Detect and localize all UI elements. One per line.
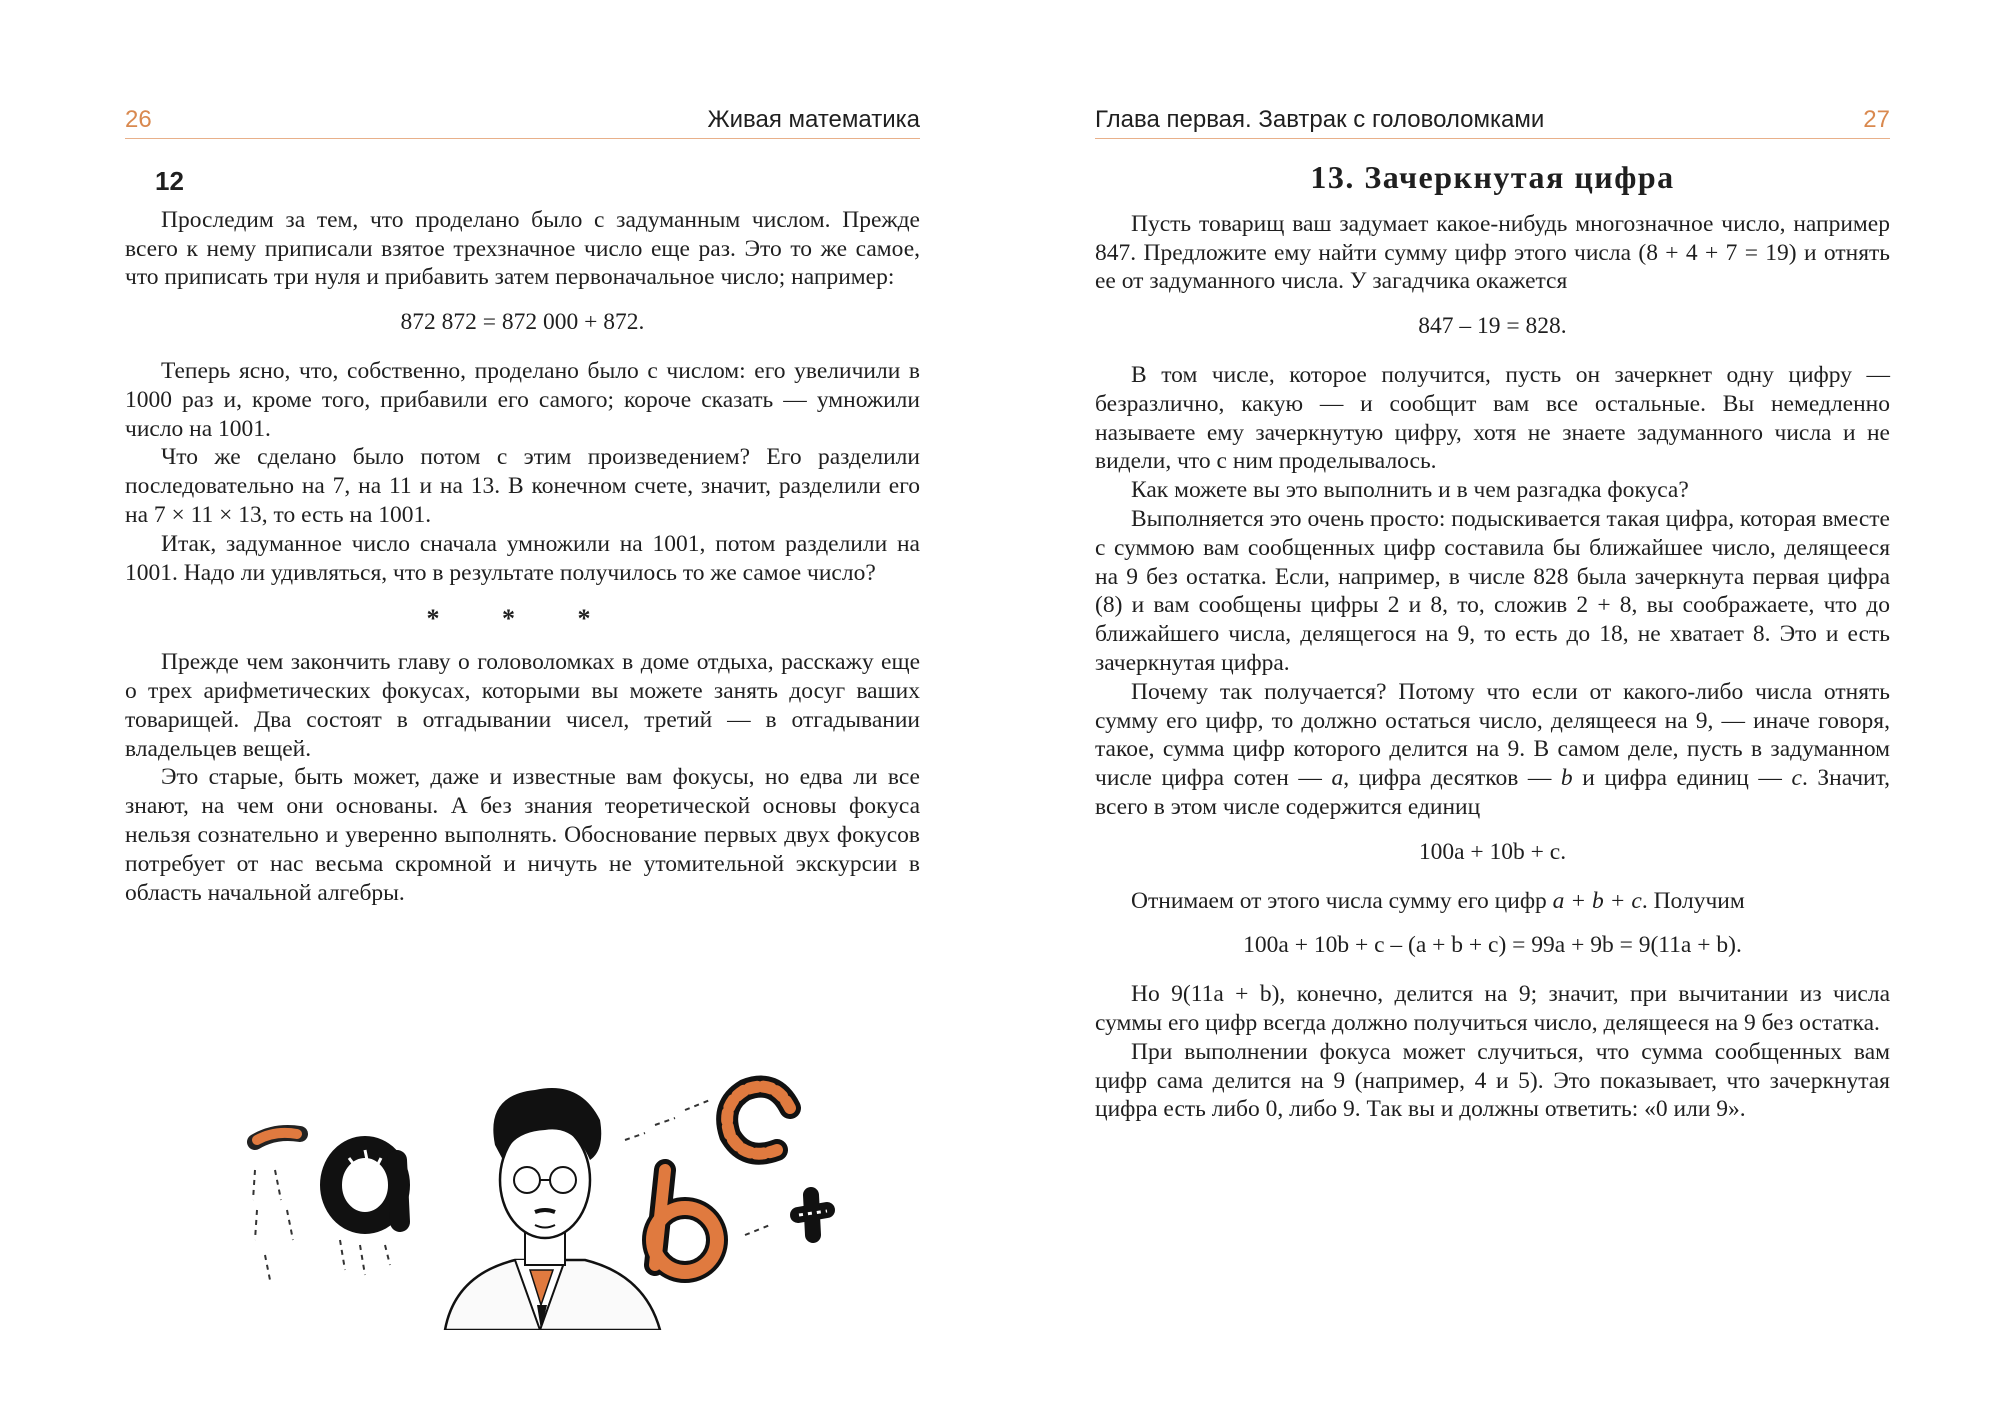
formula: 100a + 10b + c. bbox=[1418, 838, 1567, 865]
paragraph: Прежде чем закончить главу о головоломках в доме отдыха, расскажу еще о трех арифметических фокусах, которыми вы можете занять досуг ваших товарищей. Два состоят в отгадывании чисел, третий — в отгадывании владельцев вещей. bbox=[125, 649, 920, 762]
section-number: 12 bbox=[155, 166, 184, 196]
section-separator: * * * bbox=[426, 604, 619, 634]
paragraph bbox=[1095, 678, 1890, 822]
paragraph: Теперь ясно, что, собственно, проделано было с числом: его увеличили в 1000 раз и, кроме того, прибавили его самого; короче сказать — умножили число на 1001. bbox=[125, 357, 920, 442]
paragraph: Выполняется это очень просто: подыскивается такая цифра, которая вместе с суммою вам сообщенных цифр составила бы ближайшее число, делящееся на 9 без остатка. Если, например, в числе 828 была зачеркнута первая цифра (8) и вам сообщены цифры 2 и 8, то, сложив 2 + 8, вы соображаете, что до ближайшего числа, делящегося на 9, то есть до 18, не хватает 8. Это и есть зачеркнутая цифра. bbox=[1095, 505, 1890, 676]
formula: 847 – 19 = 828. bbox=[1418, 313, 1567, 340]
text-run: Почему так получается? Потому что если от какого-либо числа отнять сумму его цифр, то должно остаться число, делящееся на 9, — иначе говоря, такое, сумма цифр которого делится на 9. В самом деле, пусть в задуманном числе цифра сотен — bbox=[1095, 678, 1890, 792]
text-run: , цифра десятков — bbox=[1343, 765, 1561, 792]
paragraph: Как можете вы это выполнить и в чем разгадка фокуса? bbox=[1131, 477, 1689, 504]
left-content bbox=[125, 165, 920, 907]
variable: a bbox=[1331, 765, 1344, 792]
paragraph: Что же сделано было потом с этим произведением? Его разделили последовательно на 7, на 11 и на 13. В конечном счете, значит, разделили его на 7 × 11 × 13, то есть на 1001. bbox=[125, 444, 920, 528]
letter-a-icon bbox=[331, 1147, 400, 1275]
variable: c bbox=[1791, 765, 1802, 792]
page-number: 27 bbox=[1863, 106, 1890, 133]
paragraph: В том числе, которое получится, пусть он зачеркнет одну цифру — безразлично, какую — и сообщит вам все остальные. Вы немедленно называете ему зачеркнутую цифру, хотя не знаете задуманного числа и не видели, что с ним проделывалось. bbox=[1095, 361, 1890, 475]
letter-c-label: c bbox=[755, 1120, 756, 1121]
portrait-illustration bbox=[445, 1088, 660, 1330]
paragraph bbox=[1095, 887, 1890, 916]
right-header bbox=[1095, 100, 1890, 139]
text-run: . Значит, всего в этом числе содержится единиц bbox=[1095, 765, 1890, 820]
running-title: Глава первая. Завтрак с головоломками bbox=[1095, 106, 1545, 133]
paragraph: Итак, задуманное число сначала умножили на 1001, потом разделили на 1001. Надо ли удивляться, что в результате получилось то же самое число? bbox=[125, 530, 920, 586]
formula: 872 872 = 872 000 + 872. bbox=[400, 309, 645, 336]
running-title: Живая математика bbox=[707, 106, 920, 133]
letter-b-label: b bbox=[685, 1240, 686, 1241]
paragraph: Проследим за тем, что проделано было с задуманным числом. Прежде всего к нему приписали взятое трехзначное число еще раз. Это то же самое, что приписать три нуля и прибавить затем первоначальное число; например: bbox=[125, 206, 920, 291]
plus-icon bbox=[745, 1195, 827, 1235]
left-header bbox=[125, 100, 920, 139]
letter-b-icon bbox=[653, 1170, 717, 1272]
right-content bbox=[1095, 159, 1890, 1124]
paragraph: Пусть товарищ ваш задумает какое-нибудь многозначное число, например 847. Предложите ему найти сумму цифр этого числа (8 + 4 + 7 = 19) и отнять ее от задуманного числа. У загадчика окажется bbox=[1095, 210, 1890, 295]
variable: a + b + c bbox=[1552, 887, 1642, 914]
text-run: Отнимаем от этого числа сумму его цифр bbox=[1131, 887, 1553, 914]
text-run: и цифра единиц — bbox=[1572, 765, 1792, 792]
text-run: . Получим bbox=[1641, 887, 1745, 914]
section-title: 13. Зачеркнутая цифра bbox=[1310, 159, 1675, 195]
variable: b bbox=[1560, 765, 1573, 792]
illustration bbox=[185, 1050, 885, 1330]
letter-c-icon bbox=[625, 1087, 790, 1154]
formula: 100a + 10b + c – (a + b + c) = 99a + 9b = 9(11a + b). bbox=[1243, 932, 1742, 959]
orange-squiggle-icon bbox=[253, 1133, 300, 1280]
paragraph: При выполнении фокуса может случиться, что сумма сообщенных вам цифр сама делится на 9 (например, 4 и 5). Это показывает, что зачеркнутая цифра есть либо 0, либо 9. Так вы и должны ответить: «0 или 9». bbox=[1095, 1038, 1890, 1123]
paragraph: Но 9(11a + b), конечно, делится на 9; значит, при вычитании из числа суммы его цифр всегда должно получиться число, делящееся на 9 без остатка. bbox=[1095, 981, 1890, 1036]
left-page bbox=[125, 0, 920, 1428]
page-number: 26 bbox=[125, 106, 152, 133]
right-page bbox=[1095, 0, 1890, 1428]
letter-a-label: a bbox=[365, 1190, 366, 1191]
paragraph: Это старые, быть может, даже и известные вам фокусы, но едва ли все знают, на чем они основаны. А без знания теоретической основы фокуса нельзя сознательно и уверенно выполнять. Обоснование первых двух фокусов потребует от нас весьма скромной и ничуть не утомительной экскурсии в область начальной алгебры. bbox=[125, 764, 920, 906]
